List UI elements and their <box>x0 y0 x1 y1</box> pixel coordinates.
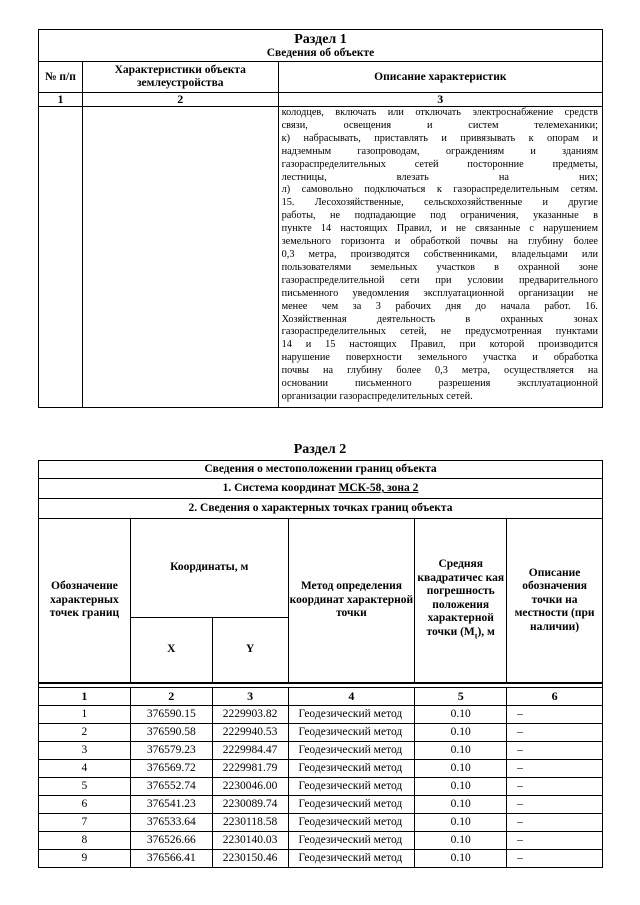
point-y: 2230046.00 <box>212 778 288 796</box>
point-number: 7 <box>39 814 131 832</box>
header-error-tail: ), м <box>477 625 495 638</box>
point-error: 0.10 <box>415 742 507 760</box>
description-line: письменного уведомления эксплуатационной организации не <box>281 287 598 299</box>
table-row <box>39 850 603 868</box>
description-line: надземным газопроводам, ограждениям и зданиям <box>281 145 598 157</box>
point-description: – <box>507 742 603 760</box>
section1-colnum-row <box>39 93 603 107</box>
section1-content-row <box>39 107 603 408</box>
coordinate-system-heading <box>39 479 603 499</box>
header-y: Y <box>212 618 288 684</box>
point-y: 2230150.46 <box>212 850 288 868</box>
s2-colnum-3: 3 <box>212 688 288 706</box>
point-x: 376541.23 <box>130 796 212 814</box>
header-point: Обозначение характерных точек границ <box>39 519 131 684</box>
table-row <box>39 706 603 724</box>
point-number: 6 <box>39 796 131 814</box>
point-description: – <box>507 814 603 832</box>
point-description: – <box>507 706 603 724</box>
description-line: работы, не подпадающие под ограничения, указанные в <box>281 210 598 222</box>
location-heading: Сведения о местоположении границ объекта <box>39 461 603 479</box>
s2-colnum-2: 2 <box>130 688 212 706</box>
point-method: Геодезический метод <box>288 724 415 742</box>
point-method: Геодезический метод <box>288 850 415 868</box>
section2-row-system <box>39 479 603 499</box>
point-description: – <box>507 796 603 814</box>
table-row <box>39 796 603 814</box>
point-x: 376590.15 <box>130 706 212 724</box>
point-x: 376533.64 <box>130 814 212 832</box>
section2-row-location <box>39 461 603 479</box>
section2-colnum-row <box>39 688 603 706</box>
point-y: 2230140.03 <box>212 832 288 850</box>
s2-colnum-5: 5 <box>415 688 507 706</box>
section2-header-row-1 <box>39 519 603 618</box>
point-number: 1 <box>39 706 131 724</box>
section1-table <box>38 29 603 408</box>
point-description: – <box>507 778 603 796</box>
point-error: 0.10 <box>415 796 507 814</box>
header-x: X <box>130 618 212 684</box>
point-x: 376552.74 <box>130 778 212 796</box>
point-error: 0.10 <box>415 832 507 850</box>
point-description: – <box>507 832 603 850</box>
section2-row-points <box>39 499 603 519</box>
description-text <box>278 107 602 408</box>
point-y: 2229903.82 <box>212 706 288 724</box>
point-y: 2229940.53 <box>212 724 288 742</box>
point-number: 5 <box>39 778 131 796</box>
description-line: л) самовольно подключаться к газораспределительным сетям. <box>281 184 598 196</box>
description-line: к) набрасывать, приставлять и привязывать к опорам и <box>281 132 598 144</box>
s2-colnum-1: 1 <box>39 688 131 706</box>
description-line: основании письменного разрешения эксплуатационной <box>281 378 598 390</box>
point-y: 2229981.79 <box>212 760 288 778</box>
section2-table <box>38 460 603 868</box>
description-line: 14 и 15 настоящих Правил, при которой производится <box>281 339 598 351</box>
coordinate-system-prefix: 1. Система координат <box>222 482 339 494</box>
point-method: Геодезический метод <box>288 796 415 814</box>
description-line: газораспределительных сетей посторонние предметы, <box>281 158 598 170</box>
point-x: 376526.66 <box>130 832 212 850</box>
point-error: 0.10 <box>415 778 507 796</box>
s2-colnum-6: 6 <box>507 688 603 706</box>
description-line: Хозяйственная деятельность в охранных зонах <box>281 313 598 325</box>
description-line: менее чем за 3 рабочих дня до начала работ. 16. <box>281 300 598 312</box>
point-method: Геодезический метод <box>288 760 415 778</box>
point-method: Геодезический метод <box>288 778 415 796</box>
header-point-description: Описание обозначения точки на местности (при наличии) <box>507 519 603 684</box>
point-x: 376569.72 <box>130 760 212 778</box>
point-number: 3 <box>39 742 131 760</box>
point-number: 4 <box>39 760 131 778</box>
section1-header-row <box>39 62 603 93</box>
point-number: 9 <box>39 850 131 868</box>
colnum-3: 3 <box>278 93 602 107</box>
point-error: 0.10 <box>415 760 507 778</box>
table-row <box>39 760 603 778</box>
point-method: Геодезический метод <box>288 814 415 832</box>
section1-title-row <box>39 30 603 62</box>
header-error <box>415 519 507 684</box>
point-description: – <box>507 724 603 742</box>
coordinate-system-name: МСК-58, зона 2 <box>338 482 419 494</box>
section1-title: Раздел 1 <box>294 31 347 47</box>
points-table-body <box>39 706 603 868</box>
description-line: почвы на глубину более 0,3 метра, осуществляется на <box>281 365 598 377</box>
point-method: Геодезический метод <box>288 832 415 850</box>
table-row <box>39 724 603 742</box>
point-number: 8 <box>39 832 131 850</box>
description-line: нарушение поверхности земельного участка и обработка <box>281 352 598 364</box>
description-line: лестницы, влезать на них; <box>281 171 598 183</box>
description-line: организации газораспределительных сетей. <box>281 390 473 402</box>
point-error: 0.10 <box>415 706 507 724</box>
content-characteristics-cell <box>82 107 278 408</box>
point-number: 2 <box>39 724 131 742</box>
table-row <box>39 832 603 850</box>
point-method: Геодезический метод <box>288 706 415 724</box>
point-x: 376579.23 <box>130 742 212 760</box>
description-line: газораспределительной сети при условии предварительного <box>281 274 598 286</box>
content-number-cell <box>39 107 83 408</box>
header-error-main: Средняя квадратичес кая погрешность положения характерной точки (M <box>417 558 505 638</box>
point-description: – <box>507 760 603 778</box>
point-y: 2230118.58 <box>212 814 288 832</box>
colnum-2: 2 <box>82 93 278 107</box>
description-line: 15. Лесохозяйственные, сельскохозяйственные и другие <box>281 197 598 209</box>
header-description: Описание характеристик <box>278 62 602 93</box>
table-row <box>39 814 603 832</box>
description-line: пункте 14 настоящих Правил, и не связанные с нарушением <box>281 223 598 235</box>
point-x: 376566.41 <box>130 850 212 868</box>
point-error: 0.10 <box>415 814 507 832</box>
point-method: Геодезический метод <box>288 742 415 760</box>
description-line: 0,3 метра, производятся собственниками, владельцами или <box>281 248 598 260</box>
colnum-1: 1 <box>39 93 83 107</box>
header-error-sub: t <box>474 631 478 641</box>
point-y: 2230089.74 <box>212 796 288 814</box>
table-row <box>39 778 603 796</box>
description-line: колодцев, включать или отключать электроснабжение средств <box>281 107 598 118</box>
point-description: – <box>507 850 603 868</box>
table-row <box>39 742 603 760</box>
header-method: Метод определения координат характерной точки <box>288 519 415 684</box>
description-line: связи, освещения и систем телемеханики; <box>281 119 598 131</box>
point-error: 0.10 <box>415 850 507 868</box>
points-heading: 2. Сведения о характерных точках границ объекта <box>39 499 603 519</box>
header-characteristics: Характеристики объекта землеустройства <box>82 62 278 93</box>
point-error: 0.10 <box>415 724 507 742</box>
header-number: № п/п <box>39 62 83 93</box>
description-line: пользователями земельных участков в охранной зоне <box>281 261 598 273</box>
point-x: 376590.58 <box>130 724 212 742</box>
point-y: 2229984.47 <box>212 742 288 760</box>
s2-colnum-4: 4 <box>288 688 415 706</box>
description-line: газораспределительных сетей, не предусмотренная пунктами <box>281 326 598 338</box>
section1-subtitle: Сведения об объекте <box>266 46 375 59</box>
header-coordinates: Координаты, м <box>130 519 288 618</box>
section2-title: Раздел 2 <box>293 442 347 457</box>
description-line: земельного горизонта и обработкой почвы на глубину более <box>281 236 598 248</box>
